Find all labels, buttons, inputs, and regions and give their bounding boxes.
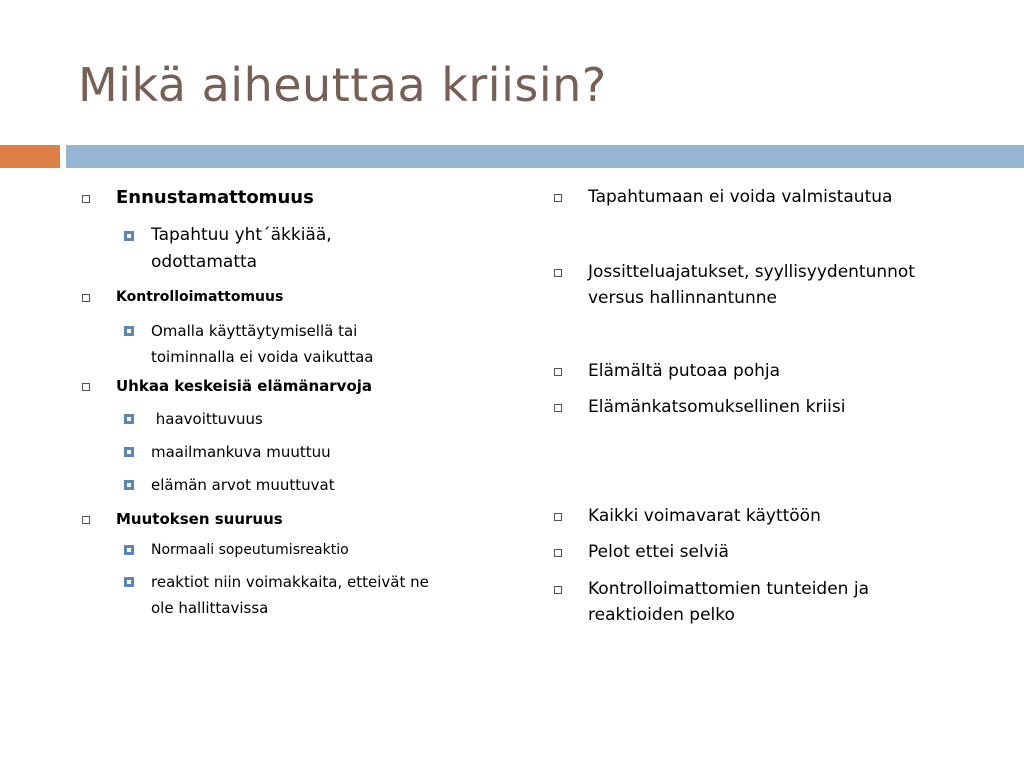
bullet-text — [588, 185, 892, 209]
square-bullet-icon — [554, 194, 562, 202]
sub-bullet-text — [151, 473, 335, 497]
text-line: Ennustamattomuus — [116, 187, 314, 208]
sub-bullet-text — [151, 539, 349, 561]
bullet-text — [116, 508, 283, 530]
text-line: reaktiot niin voimakkaita, etteivät ne — [151, 573, 429, 591]
text-line: Normaali sopeutumisreaktio — [151, 542, 349, 558]
sub-bullet-text — [151, 569, 429, 621]
blue-square-bullet-icon — [124, 577, 134, 587]
text-line: ole hallittavissa — [151, 599, 269, 617]
bullet-text — [588, 359, 780, 383]
slide-title: Mikä aiheuttaa kriisin? — [78, 58, 607, 112]
square-bullet-icon — [554, 368, 562, 376]
square-bullet-icon — [554, 513, 562, 521]
text-line: maailmankuva muuttuu — [151, 443, 331, 461]
text-line: versus hallinnantunne — [588, 288, 777, 308]
square-bullet-icon — [554, 269, 562, 277]
blue-square-bullet-icon — [124, 545, 134, 555]
text-line: toiminnalla ei voida vaikuttaa — [151, 348, 374, 366]
text-line: Jossitteluajatukset, syyllisyydentunnot — [588, 262, 915, 282]
sub-bullet-text — [151, 440, 331, 464]
square-bullet-icon — [82, 516, 90, 524]
square-bullet-icon — [554, 549, 562, 557]
square-bullet-icon — [82, 294, 90, 302]
bullet-text — [588, 540, 729, 564]
text-line: haavoittuvuus — [151, 410, 263, 428]
text-line: elämän arvot muuttuvat — [151, 476, 335, 494]
bullet-text — [588, 395, 845, 419]
sub-bullet-text — [151, 318, 374, 370]
bullet-text — [116, 375, 372, 397]
bullet-text — [116, 185, 314, 211]
sub-bullet-text — [151, 222, 332, 276]
bullet-text — [588, 504, 821, 528]
blue-square-bullet-icon — [124, 231, 134, 241]
bullet-text — [116, 287, 283, 307]
blue-square-bullet-icon — [124, 326, 134, 336]
blue-square-bullet-icon — [124, 414, 134, 424]
text-line: Elämältä putoaa pohja — [588, 361, 781, 381]
bullet-text — [588, 259, 915, 311]
text-line: odottamatta — [151, 252, 258, 272]
text-line: Tapahtuu yht´äkkiää, — [151, 225, 332, 245]
blue-square-bullet-icon — [124, 447, 134, 457]
text-line: Muutoksen suuruus — [116, 510, 283, 528]
text-line: Kontrolloimattomien tunteiden ja — [588, 579, 869, 599]
square-bullet-icon — [554, 586, 562, 594]
header-bar — [66, 145, 1024, 168]
square-bullet-icon — [82, 195, 90, 203]
text-line: Tapahtumaan ei voida valmistautua — [588, 187, 893, 207]
accent-bar — [0, 145, 60, 168]
bullet-text — [588, 576, 869, 628]
text-line: Kaikki voimavarat käyttöön — [588, 506, 821, 526]
text-line: Elämänkatsomuksellinen kriisi — [588, 397, 846, 417]
text-line: Kontrolloimattomuus — [116, 289, 284, 305]
square-bullet-icon — [554, 404, 562, 412]
blue-square-bullet-icon — [124, 480, 134, 490]
text-line: Uhkaa keskeisiä elämänarvoja — [116, 377, 373, 395]
text-line: reaktioiden pelko — [588, 605, 735, 625]
text-line: Omalla käyttäytymisellä tai — [151, 322, 358, 340]
square-bullet-icon — [82, 383, 90, 391]
sub-bullet-text — [151, 407, 263, 431]
text-line: Pelot ettei selviä — [588, 542, 729, 562]
